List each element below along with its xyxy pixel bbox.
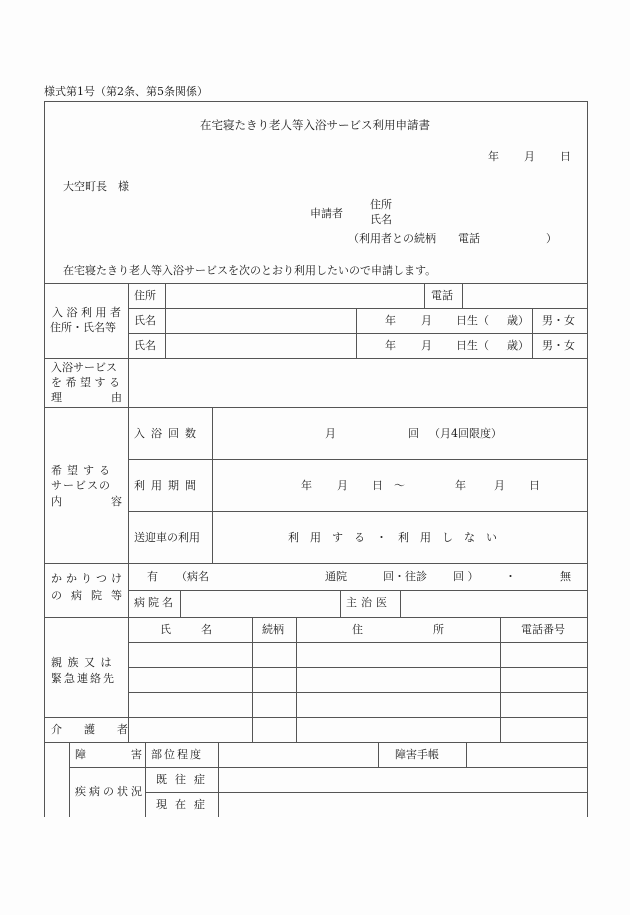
hospital-name-label: 病院名 — [134, 596, 176, 609]
birth-month-label: 月 — [421, 314, 432, 327]
user-birthdate-input[interactable] — [357, 309, 531, 333]
hospital-yes-option[interactable]: 有 — [147, 570, 158, 583]
user-section-label-1: 入浴利用者 — [52, 306, 125, 319]
applicant-address-input[interactable] — [450, 199, 580, 211]
relative-address-input[interactable] — [297, 668, 499, 692]
period-tilde: 〜 — [394, 479, 405, 492]
age-label: 歳） — [507, 339, 529, 352]
applicant-address-label: 住所 — [370, 198, 392, 211]
doctor-label: 主治医 — [346, 596, 391, 609]
hospital-label-1: かかりつけ — [51, 572, 126, 585]
degree-input[interactable] — [219, 743, 377, 767]
user-phone-label: 電話 — [431, 289, 453, 302]
period-year-1: 年 — [301, 479, 312, 492]
hospital-label-2: の病院等 — [51, 589, 131, 602]
caregiver-address-input[interactable] — [297, 718, 499, 742]
disease-label: （病名 — [176, 570, 209, 583]
header-phone: 電話番号 — [521, 623, 565, 636]
relatives-label-1: 親族又は — [51, 656, 117, 669]
frequency-month: 月 — [325, 427, 336, 440]
user-address-label: 住所 — [134, 289, 156, 302]
frequency-input[interactable] — [213, 408, 586, 459]
hospital-no-option[interactable]: 無 — [560, 570, 571, 583]
relatives-label-2: 緊急連絡先 — [51, 672, 116, 685]
user-name-label: 氏名 — [134, 314, 156, 327]
doctor-input[interactable] — [401, 591, 586, 617]
user-phone-input[interactable] — [463, 284, 586, 308]
relative-address-input[interactable] — [297, 693, 499, 717]
application-statement: 在宅寝たきり老人等入浴サービスを次のとおり利用したいので申請します。 — [63, 264, 437, 277]
service-label-3a: 内 — [51, 495, 62, 508]
caregiver-label: 介護者 — [51, 723, 150, 736]
relative-relation-input[interactable] — [253, 643, 295, 667]
sex-select[interactable]: 男・女 — [542, 314, 575, 327]
applicant-relation-phone[interactable]: （利用者との続柄 電話 ） — [348, 232, 557, 245]
frequency-label: 入浴回数 — [134, 427, 202, 440]
relative-relation-input[interactable] — [253, 668, 295, 692]
form-title: 在宅寝たきり老人等入浴サービス利用申請書 — [200, 118, 430, 132]
disability-label-b: 害 — [131, 748, 142, 761]
reason-label-2: を希望する — [51, 376, 124, 389]
current-illness-label: 現在症 — [156, 798, 213, 811]
header-relation: 続柄 — [262, 623, 284, 636]
user-name-input[interactable] — [166, 334, 355, 358]
date-day-label: 日 — [560, 150, 571, 163]
date-year-label: 年 — [488, 150, 499, 163]
transport-label: 送迎車の利用 — [134, 531, 200, 544]
caregiver-relation-input[interactable] — [253, 718, 295, 742]
service-label-2: サービスの — [51, 479, 111, 492]
times-close-label: 回 ） — [453, 570, 479, 583]
caregiver-phone-input[interactable] — [501, 718, 586, 742]
past-illness-label: 既往症 — [156, 773, 213, 786]
user-birthdate-input[interactable] — [357, 334, 531, 358]
degree-label: 部位程度 — [151, 748, 203, 761]
reason-input[interactable] — [129, 359, 586, 406]
disability-label-a: 障 — [75, 748, 86, 761]
sex-select[interactable]: 男・女 — [542, 339, 575, 352]
relative-phone-input[interactable] — [501, 693, 586, 717]
handbook-input[interactable] — [467, 743, 586, 767]
form-number: 様式第1号（第2条、第5条関係） — [44, 85, 208, 98]
header-address: 住所 — [352, 623, 514, 636]
period-month-2: 月 — [494, 479, 505, 492]
reason-label-3a: 理 — [51, 391, 62, 404]
birth-month-label: 月 — [421, 339, 432, 352]
relative-name-input[interactable] — [129, 693, 251, 717]
relative-name-input[interactable] — [129, 668, 251, 692]
outpatient-label: 通院 — [325, 570, 347, 583]
hospital-name-input[interactable] — [181, 591, 339, 617]
period-year-2: 年 — [455, 479, 466, 492]
applicant-name-label: 氏名 — [370, 213, 392, 226]
relative-address-input[interactable] — [297, 643, 499, 667]
birth-day-label: 日生（ — [456, 314, 489, 327]
relative-phone-input[interactable] — [501, 643, 586, 667]
illness-label: 疾病の状況 — [75, 785, 145, 798]
service-label-1: 希望する — [51, 464, 115, 477]
period-day-2: 日 — [529, 479, 540, 492]
period-label: 利用期間 — [134, 479, 202, 492]
date-month-label: 月 — [524, 150, 535, 163]
user-section-label-2: 住所・氏名等 — [50, 321, 116, 334]
current-illness-input[interactable] — [219, 793, 586, 817]
birth-day-label: 日生（ — [456, 339, 489, 352]
service-label-3b: 容 — [111, 495, 122, 508]
user-name-input[interactable] — [166, 309, 355, 333]
applicant-label: 申請者 — [310, 207, 343, 220]
reason-label-1: 入浴サービス — [51, 361, 117, 374]
transport-select[interactable]: 利用する・利用しない — [288, 531, 508, 544]
period-month-1: 月 — [337, 479, 348, 492]
user-address-input[interactable] — [166, 284, 423, 308]
frequency-limit: （月4回限度） — [429, 427, 502, 440]
user-name-label: 氏名 — [134, 339, 156, 352]
caregiver-name-input[interactable] — [129, 718, 251, 742]
reason-label-3b: 由 — [111, 391, 122, 404]
past-illness-input[interactable] — [219, 768, 586, 792]
period-day-1: 日 — [372, 479, 383, 492]
addressee: 大空町長 様 — [63, 180, 129, 193]
applicant-name-input[interactable] — [450, 214, 580, 226]
period-input[interactable] — [213, 460, 586, 511]
hospital-status-row — [129, 564, 586, 590]
relative-name-input[interactable] — [129, 643, 251, 667]
relative-phone-input[interactable] — [501, 668, 586, 692]
header-name: 氏名 — [160, 623, 242, 636]
home-visit-label: 回・往診 — [383, 570, 427, 583]
birth-year-label: 年 — [385, 339, 396, 352]
birth-year-label: 年 — [385, 314, 396, 327]
handbook-label: 障害手帳 — [395, 748, 439, 761]
separator-dot: ・ — [505, 570, 516, 583]
frequency-times: 回 — [408, 427, 419, 440]
relative-relation-input[interactable] — [253, 693, 295, 717]
age-label: 歳） — [507, 314, 529, 327]
